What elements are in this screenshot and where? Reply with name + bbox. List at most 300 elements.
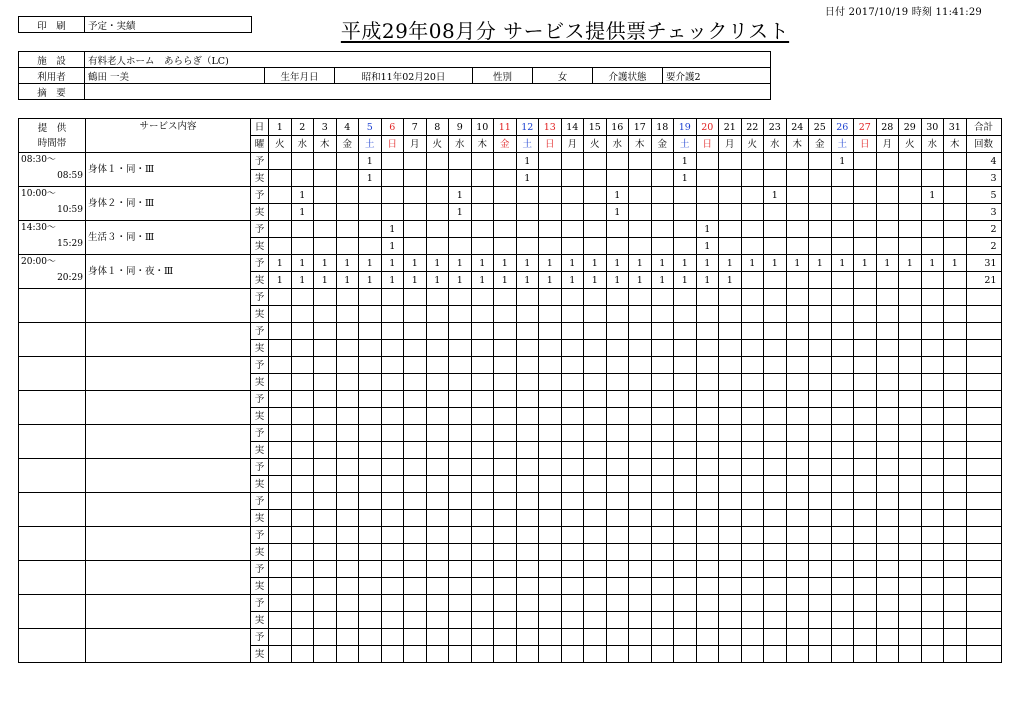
actual-day-cell bbox=[944, 510, 967, 527]
actual-day-cell bbox=[404, 612, 427, 629]
plan-day-cell: 1 bbox=[336, 255, 359, 272]
actual-label: 実 bbox=[251, 374, 269, 391]
weekday-label: 木 bbox=[471, 136, 494, 153]
actual-day-cell: 1 bbox=[674, 272, 697, 289]
plan-day-cell bbox=[921, 357, 944, 374]
plan-day-cell bbox=[404, 459, 427, 476]
time-start: 08:30〜 bbox=[21, 155, 56, 165]
plan-day-cell bbox=[719, 493, 742, 510]
plan-day-cell bbox=[404, 561, 427, 578]
plan-day-cell bbox=[269, 187, 292, 204]
plan-day-cell: 1 bbox=[786, 255, 809, 272]
plan-day-cell bbox=[336, 357, 359, 374]
plan-day-cell bbox=[314, 527, 337, 544]
weekday-label: 月 bbox=[561, 136, 584, 153]
actual-day-cell bbox=[651, 204, 674, 221]
actual-day-cell bbox=[786, 646, 809, 663]
plan-total: 5 bbox=[966, 187, 1001, 204]
actual-day-cell bbox=[336, 408, 359, 425]
plan-day-cell bbox=[651, 493, 674, 510]
actual-day-cell bbox=[471, 510, 494, 527]
actual-day-cell bbox=[336, 204, 359, 221]
actual-day-cell bbox=[314, 374, 337, 391]
plan-label: 予 bbox=[251, 357, 269, 374]
actual-day-cell: 1 bbox=[674, 170, 697, 187]
actual-day-cell bbox=[854, 578, 877, 595]
actual-day-cell bbox=[786, 510, 809, 527]
actual-day-cell bbox=[606, 170, 629, 187]
actual-day-cell bbox=[899, 612, 922, 629]
actual-day-cell bbox=[899, 374, 922, 391]
actual-day-cell bbox=[876, 204, 899, 221]
actual-day-cell bbox=[899, 442, 922, 459]
weekday-label: 水 bbox=[764, 136, 787, 153]
plan-day-cell bbox=[719, 459, 742, 476]
actual-day-cell bbox=[404, 510, 427, 527]
plan-day-cell bbox=[876, 391, 899, 408]
actual-day-cell bbox=[471, 374, 494, 391]
actual-day-cell bbox=[314, 340, 337, 357]
plan-day-cell bbox=[449, 357, 472, 374]
actual-day-cell bbox=[449, 442, 472, 459]
plan-day-cell bbox=[696, 527, 719, 544]
plan-day-cell bbox=[494, 323, 517, 340]
actual-day-cell bbox=[809, 442, 832, 459]
service-name bbox=[86, 595, 251, 629]
plan-day-cell bbox=[899, 323, 922, 340]
plan-day-cell bbox=[516, 629, 539, 646]
actual-day-cell: 1 bbox=[584, 272, 607, 289]
actual-day-cell bbox=[944, 340, 967, 357]
plan-day-cell bbox=[381, 153, 404, 170]
actual-day-cell bbox=[921, 612, 944, 629]
service-name: 身体１・同・Ⅲ bbox=[86, 153, 251, 187]
actual-day-cell bbox=[719, 238, 742, 255]
actual-day-cell bbox=[314, 238, 337, 255]
plan-day-cell bbox=[471, 493, 494, 510]
plan-day-cell bbox=[471, 391, 494, 408]
plan-day-cell bbox=[831, 493, 854, 510]
plan-day-cell bbox=[269, 459, 292, 476]
plan-day-cell bbox=[854, 289, 877, 306]
actual-day-cell bbox=[291, 612, 314, 629]
plan-label: 予 bbox=[251, 561, 269, 578]
plan-day-cell bbox=[696, 629, 719, 646]
actual-day-cell: 1 bbox=[336, 272, 359, 289]
plan-day-cell bbox=[336, 323, 359, 340]
plan-day-cell bbox=[449, 595, 472, 612]
plan-day-cell bbox=[764, 391, 787, 408]
plan-day-cell bbox=[426, 391, 449, 408]
plan-day-cell bbox=[606, 629, 629, 646]
actual-day-cell bbox=[921, 272, 944, 289]
plan-day-cell bbox=[876, 459, 899, 476]
weekday-label: 土 bbox=[359, 136, 382, 153]
user-label: 利用者 bbox=[19, 68, 85, 84]
weekday-label: 金 bbox=[651, 136, 674, 153]
plan-day-cell bbox=[651, 595, 674, 612]
actual-day-cell bbox=[786, 340, 809, 357]
actual-day-cell bbox=[921, 340, 944, 357]
plan-day-cell bbox=[674, 527, 697, 544]
day-number: 26 bbox=[831, 119, 854, 136]
time-band-cell bbox=[19, 425, 86, 459]
plan-day-cell bbox=[449, 493, 472, 510]
plan-day-cell bbox=[786, 425, 809, 442]
actual-day-cell bbox=[336, 340, 359, 357]
plan-day-cell bbox=[944, 221, 967, 238]
plan-day-cell bbox=[741, 221, 764, 238]
plan-day-cell bbox=[719, 187, 742, 204]
plan-day-cell bbox=[719, 153, 742, 170]
actual-day-cell bbox=[381, 578, 404, 595]
actual-day-cell bbox=[314, 646, 337, 663]
plan-day-cell bbox=[494, 425, 517, 442]
plan-day-cell bbox=[584, 459, 607, 476]
actual-day-cell bbox=[539, 238, 562, 255]
actual-day-cell bbox=[404, 544, 427, 561]
actual-day-cell bbox=[471, 204, 494, 221]
actual-day-cell bbox=[516, 442, 539, 459]
service-name bbox=[86, 561, 251, 595]
actual-day-cell bbox=[786, 272, 809, 289]
plan-day-cell bbox=[516, 391, 539, 408]
plan-day-cell bbox=[269, 357, 292, 374]
actual-day-cell bbox=[831, 272, 854, 289]
plan-day-cell bbox=[426, 153, 449, 170]
actual-total bbox=[966, 646, 1001, 663]
actual-day-cell: 1 bbox=[359, 170, 382, 187]
actual-day-cell bbox=[719, 646, 742, 663]
time-band-cell bbox=[19, 629, 86, 663]
plan-day-cell bbox=[404, 527, 427, 544]
plan-day-cell bbox=[786, 391, 809, 408]
plan-day-cell: 1 bbox=[809, 255, 832, 272]
time-band-header-line1: 提 供 bbox=[37, 122, 67, 134]
actual-day-cell bbox=[651, 442, 674, 459]
actual-day-cell bbox=[584, 646, 607, 663]
plan-total bbox=[966, 493, 1001, 510]
actual-day-cell bbox=[651, 510, 674, 527]
actual-day-cell bbox=[539, 612, 562, 629]
plan-day-cell bbox=[696, 459, 719, 476]
actual-day-cell bbox=[741, 408, 764, 425]
actual-label: 実 bbox=[251, 544, 269, 561]
plan-day-cell bbox=[494, 459, 517, 476]
actual-day-cell bbox=[359, 204, 382, 221]
actual-day-cell bbox=[831, 374, 854, 391]
actual-day-cell bbox=[764, 170, 787, 187]
actual-day-cell bbox=[269, 306, 292, 323]
actual-day-cell bbox=[516, 476, 539, 493]
time-band-cell bbox=[19, 255, 86, 289]
actual-label: 実 bbox=[251, 510, 269, 527]
actual-day-cell bbox=[471, 442, 494, 459]
plan-day-cell bbox=[674, 357, 697, 374]
service-plan-row bbox=[19, 187, 1002, 204]
service-plan-row bbox=[19, 255, 1002, 272]
day-number: 20 bbox=[696, 119, 719, 136]
plan-day-cell bbox=[719, 323, 742, 340]
plan-day-cell bbox=[449, 561, 472, 578]
plan-day-cell bbox=[449, 425, 472, 442]
plan-day-cell bbox=[291, 527, 314, 544]
actual-day-cell bbox=[651, 340, 674, 357]
actual-day-cell bbox=[449, 544, 472, 561]
plan-day-cell bbox=[561, 289, 584, 306]
user-info-table bbox=[18, 51, 771, 100]
actual-day-cell bbox=[269, 204, 292, 221]
actual-day-cell bbox=[291, 476, 314, 493]
actual-day-cell bbox=[674, 374, 697, 391]
plan-day-cell bbox=[606, 595, 629, 612]
plan-day-cell bbox=[876, 425, 899, 442]
actual-day-cell bbox=[381, 612, 404, 629]
actual-day-cell bbox=[314, 170, 337, 187]
service-name bbox=[86, 629, 251, 663]
weekday-label: 水 bbox=[449, 136, 472, 153]
actual-day-cell bbox=[809, 374, 832, 391]
plan-day-cell: 1 bbox=[876, 255, 899, 272]
empty-plan-row bbox=[19, 629, 1002, 646]
plan-day-cell bbox=[494, 153, 517, 170]
plan-day-cell bbox=[539, 153, 562, 170]
plan-day-cell bbox=[314, 459, 337, 476]
time-band-cell bbox=[19, 289, 86, 323]
plan-day-cell bbox=[921, 629, 944, 646]
actual-day-cell bbox=[494, 170, 517, 187]
actual-day-cell bbox=[719, 544, 742, 561]
plan-day-cell bbox=[719, 595, 742, 612]
actual-day-cell bbox=[741, 272, 764, 289]
sex-value: 女 bbox=[533, 68, 593, 84]
actual-total bbox=[966, 408, 1001, 425]
actual-day-cell bbox=[426, 476, 449, 493]
plan-day-cell bbox=[561, 459, 584, 476]
actual-day-cell bbox=[291, 238, 314, 255]
plan-day-cell bbox=[359, 425, 382, 442]
actual-day-cell bbox=[494, 442, 517, 459]
actual-day-cell bbox=[606, 408, 629, 425]
actual-day-cell bbox=[876, 612, 899, 629]
plan-day-cell bbox=[854, 595, 877, 612]
weekday-label: 土 bbox=[831, 136, 854, 153]
plan-day-cell bbox=[269, 221, 292, 238]
plan-day-cell: 1 bbox=[381, 255, 404, 272]
time-start: 14:30〜 bbox=[21, 223, 56, 233]
plan-day-cell: 1 bbox=[674, 255, 697, 272]
service-name: 身体１・同・夜・Ⅲ bbox=[86, 255, 251, 289]
plan-day-cell bbox=[606, 391, 629, 408]
plan-day-cell bbox=[291, 153, 314, 170]
plan-day-cell bbox=[944, 561, 967, 578]
actual-day-cell bbox=[786, 306, 809, 323]
plan-day-cell bbox=[696, 289, 719, 306]
plan-day-cell bbox=[584, 153, 607, 170]
actual-total: 21 bbox=[966, 272, 1001, 289]
plan-day-cell bbox=[561, 323, 584, 340]
plan-day-cell bbox=[269, 391, 292, 408]
plan-day-cell bbox=[449, 323, 472, 340]
actual-day-cell bbox=[494, 646, 517, 663]
plan-day-cell bbox=[786, 561, 809, 578]
actual-day-cell bbox=[404, 374, 427, 391]
actual-day-cell bbox=[831, 476, 854, 493]
actual-day-cell bbox=[809, 306, 832, 323]
plan-day-cell: 1 bbox=[291, 255, 314, 272]
plan-day-cell bbox=[899, 561, 922, 578]
service-plan-row bbox=[19, 221, 1002, 238]
actual-day-cell bbox=[426, 646, 449, 663]
plan-day-cell bbox=[764, 459, 787, 476]
actual-day-cell bbox=[539, 510, 562, 527]
page-title: 平成29年08月分 サービス提供票チェックリスト bbox=[340, 19, 790, 43]
plan-day-cell bbox=[741, 357, 764, 374]
plan-day-cell bbox=[741, 425, 764, 442]
plan-day-cell: 1 bbox=[719, 255, 742, 272]
actual-day-cell bbox=[381, 306, 404, 323]
plan-day-cell bbox=[404, 629, 427, 646]
actual-day-cell bbox=[584, 408, 607, 425]
actual-day-cell bbox=[674, 340, 697, 357]
plan-day-cell bbox=[539, 289, 562, 306]
actual-day-cell bbox=[426, 408, 449, 425]
plan-day-cell bbox=[336, 527, 359, 544]
plan-day-cell bbox=[291, 595, 314, 612]
plan-day-cell bbox=[404, 153, 427, 170]
actual-day-cell bbox=[696, 306, 719, 323]
day-number: 30 bbox=[921, 119, 944, 136]
actual-day-cell bbox=[674, 476, 697, 493]
plan-day-cell bbox=[921, 425, 944, 442]
day-number: 31 bbox=[944, 119, 967, 136]
print-type-label: 印 刷 bbox=[19, 17, 85, 33]
actual-day-cell bbox=[831, 612, 854, 629]
day-number: 27 bbox=[854, 119, 877, 136]
day-number: 1 bbox=[269, 119, 292, 136]
plan-day-cell bbox=[336, 187, 359, 204]
actual-day-cell bbox=[764, 408, 787, 425]
actual-day-cell bbox=[764, 578, 787, 595]
actual-day-cell bbox=[921, 306, 944, 323]
actual-day-cell bbox=[674, 238, 697, 255]
actual-label: 実 bbox=[251, 306, 269, 323]
plan-day-cell bbox=[494, 357, 517, 374]
plan-day-cell bbox=[854, 629, 877, 646]
plan-day-cell bbox=[809, 527, 832, 544]
actual-day-cell bbox=[426, 442, 449, 459]
plan-day-cell bbox=[539, 323, 562, 340]
plan-day-cell: 1 bbox=[404, 255, 427, 272]
time-band-cell bbox=[19, 153, 86, 187]
plan-day-cell bbox=[359, 493, 382, 510]
plan-day-cell bbox=[539, 391, 562, 408]
day-number: 2 bbox=[291, 119, 314, 136]
plan-day-cell bbox=[404, 323, 427, 340]
plan-day-cell bbox=[426, 357, 449, 374]
plan-day-cell bbox=[786, 153, 809, 170]
plan-day-cell bbox=[336, 221, 359, 238]
day-number: 25 bbox=[809, 119, 832, 136]
actual-day-cell bbox=[381, 476, 404, 493]
plan-label: 予 bbox=[251, 153, 269, 170]
actual-day-cell bbox=[944, 408, 967, 425]
actual-day-cell: 1 bbox=[314, 272, 337, 289]
actual-day-cell bbox=[786, 544, 809, 561]
actual-day-cell bbox=[494, 408, 517, 425]
actual-day-cell bbox=[584, 510, 607, 527]
plan-day-cell bbox=[876, 153, 899, 170]
plan-day-cell bbox=[921, 595, 944, 612]
plan-day-cell bbox=[291, 221, 314, 238]
plan-day-cell bbox=[291, 493, 314, 510]
plan-day-cell bbox=[404, 391, 427, 408]
actual-day-cell bbox=[516, 306, 539, 323]
plan-day-cell bbox=[561, 493, 584, 510]
plan-day-cell bbox=[944, 357, 967, 374]
plan-day-cell bbox=[606, 561, 629, 578]
actual-day-cell bbox=[336, 544, 359, 561]
actual-day-cell bbox=[809, 238, 832, 255]
plan-day-cell bbox=[944, 629, 967, 646]
plan-day-cell bbox=[854, 357, 877, 374]
plan-day-cell bbox=[854, 459, 877, 476]
plan-day-cell bbox=[606, 289, 629, 306]
plan-day-cell bbox=[921, 527, 944, 544]
empty-plan-row bbox=[19, 323, 1002, 340]
actual-day-cell bbox=[336, 646, 359, 663]
facility-value: 有料老人ホーム あららぎ（LC) bbox=[85, 52, 771, 68]
actual-day-cell bbox=[471, 340, 494, 357]
actual-day-cell bbox=[471, 476, 494, 493]
plan-day-cell bbox=[674, 425, 697, 442]
actual-day-cell bbox=[876, 442, 899, 459]
plan-day-cell: 1 bbox=[359, 255, 382, 272]
actual-day-cell bbox=[674, 544, 697, 561]
plan-day-cell bbox=[764, 289, 787, 306]
actual-day-cell bbox=[696, 374, 719, 391]
plan-day-cell: 1 bbox=[674, 153, 697, 170]
plan-day-cell bbox=[809, 221, 832, 238]
actual-day-cell bbox=[561, 646, 584, 663]
plan-day-cell bbox=[741, 153, 764, 170]
plan-day-cell bbox=[696, 357, 719, 374]
plan-day-cell bbox=[674, 391, 697, 408]
actual-day-cell bbox=[381, 442, 404, 459]
plan-day-cell bbox=[854, 153, 877, 170]
actual-day-cell bbox=[786, 170, 809, 187]
plan-day-cell: 1 bbox=[291, 187, 314, 204]
actual-label: 実 bbox=[251, 408, 269, 425]
plan-day-cell bbox=[944, 187, 967, 204]
actual-total: 2 bbox=[966, 238, 1001, 255]
day-number: 14 bbox=[561, 119, 584, 136]
plan-day-cell bbox=[674, 221, 697, 238]
actual-day-cell bbox=[944, 170, 967, 187]
plan-day-cell bbox=[696, 323, 719, 340]
plan-day-cell bbox=[764, 527, 787, 544]
plan-day-cell: 1 bbox=[944, 255, 967, 272]
actual-day-cell: 1 bbox=[696, 272, 719, 289]
plan-day-cell bbox=[899, 425, 922, 442]
actual-day-cell: 1 bbox=[719, 272, 742, 289]
plan-day-cell bbox=[629, 357, 652, 374]
actual-label: 実 bbox=[251, 442, 269, 459]
plan-day-cell bbox=[381, 493, 404, 510]
plan-total bbox=[966, 459, 1001, 476]
plan-day-cell bbox=[471, 221, 494, 238]
sex-label: 性別 bbox=[473, 68, 533, 84]
